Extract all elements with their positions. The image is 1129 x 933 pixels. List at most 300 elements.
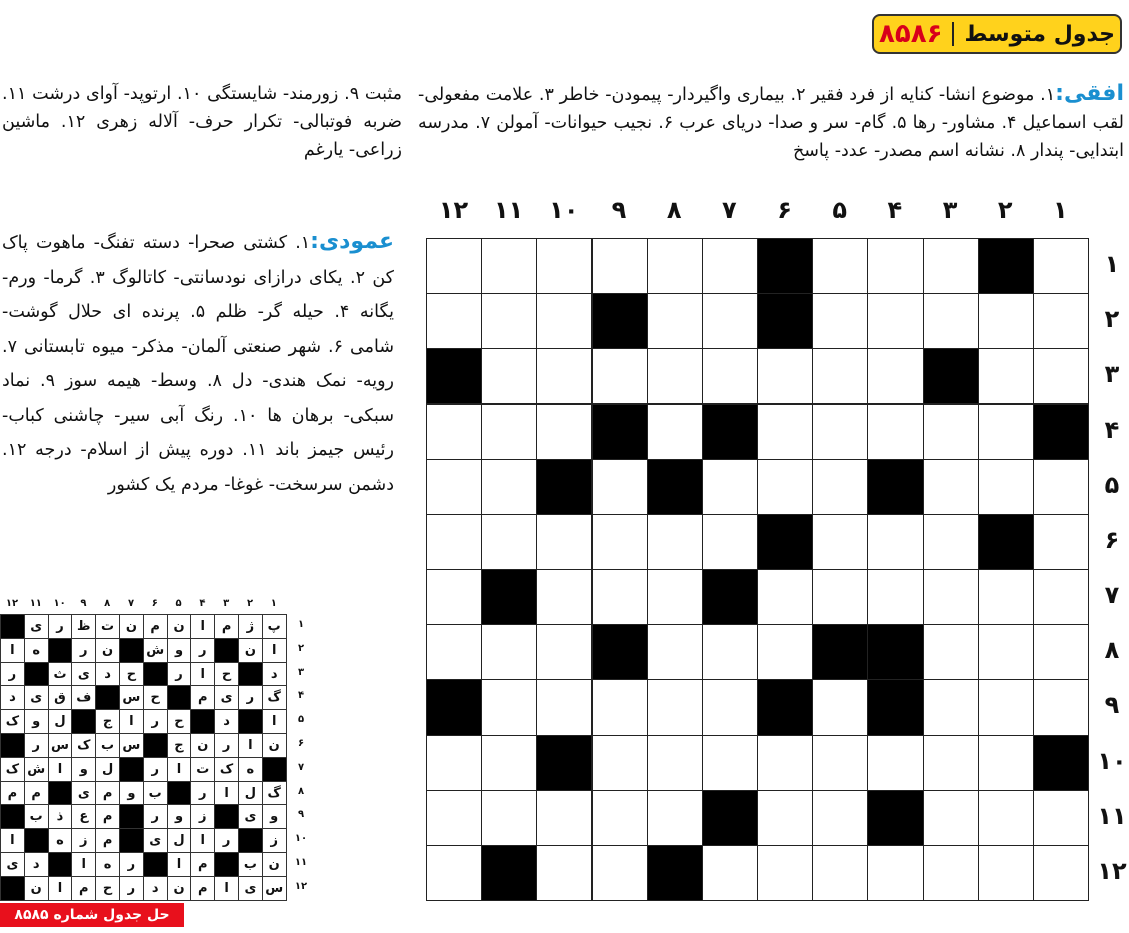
grid-cell[interactable] bbox=[978, 348, 1034, 404]
grid-cell[interactable] bbox=[481, 404, 537, 460]
solution-cell: ف bbox=[71, 685, 96, 710]
grid-cell[interactable] bbox=[923, 679, 979, 735]
grid-cell[interactable] bbox=[757, 845, 813, 901]
grid-cell[interactable] bbox=[592, 679, 648, 735]
solution-cell: ژ bbox=[238, 614, 263, 639]
row-number: ۹ bbox=[1104, 691, 1120, 720]
solution-cell bbox=[119, 757, 144, 782]
solution-cell: د bbox=[143, 876, 168, 901]
grid-cell[interactable] bbox=[481, 459, 537, 515]
solution-cell: ک bbox=[214, 757, 239, 782]
solution-cell: س bbox=[119, 733, 144, 758]
grid-cell[interactable] bbox=[481, 348, 537, 404]
row-number: ۳ bbox=[1104, 360, 1120, 389]
column-number: ۲ bbox=[997, 196, 1013, 224]
grid-cell[interactable] bbox=[426, 624, 482, 680]
grid-cell[interactable] bbox=[1033, 679, 1089, 735]
solution-cell bbox=[214, 852, 239, 877]
grid-cell[interactable] bbox=[757, 735, 813, 791]
solution-cell: ر bbox=[71, 638, 96, 663]
solution-cell: ه bbox=[238, 757, 263, 782]
row-number: ۱۱ bbox=[1097, 801, 1127, 830]
grid-cell[interactable] bbox=[812, 293, 868, 349]
grid-cell[interactable] bbox=[647, 514, 703, 570]
solution-cell: ر bbox=[119, 852, 144, 877]
grid-cell[interactable] bbox=[647, 735, 703, 791]
grid-cell[interactable] bbox=[426, 569, 482, 625]
grid-cell[interactable] bbox=[1033, 293, 1089, 349]
solution-column-number: ۹ bbox=[80, 598, 87, 609]
solution-cell: ک bbox=[0, 709, 25, 734]
solution-cell: د bbox=[262, 662, 287, 687]
grid-cell[interactable] bbox=[1033, 790, 1089, 846]
grid-cell[interactable] bbox=[536, 845, 592, 901]
solution-cell: ح bbox=[214, 662, 239, 687]
grid-cell[interactable] bbox=[702, 514, 758, 570]
solution-cell: ن bbox=[190, 733, 215, 758]
grid-cell[interactable] bbox=[812, 404, 868, 460]
solution-cell: ر bbox=[214, 733, 239, 758]
solution-cell: گ bbox=[262, 781, 287, 806]
solution-cell: ا bbox=[190, 828, 215, 853]
solution-cell: ا bbox=[48, 757, 73, 782]
grid-cell[interactable] bbox=[702, 459, 758, 515]
solution-cell: ک bbox=[0, 757, 25, 782]
grid-cell[interactable] bbox=[426, 514, 482, 570]
solution-cell: ا bbox=[119, 709, 144, 734]
solution-cell: م bbox=[214, 614, 239, 639]
solution-cell: م bbox=[95, 804, 120, 829]
grid-cell[interactable] bbox=[592, 238, 648, 294]
title-divider bbox=[952, 22, 954, 46]
solution-cell: ا bbox=[167, 852, 192, 877]
solution-row-number: ۱۰ bbox=[294, 833, 308, 845]
across-clues bbox=[418, 80, 1124, 165]
solution-row-number: ۸ bbox=[297, 785, 305, 797]
solution-cell: م bbox=[95, 828, 120, 853]
solution-cell: ر bbox=[167, 662, 192, 687]
column-number: ۵ bbox=[832, 196, 848, 224]
across-heading: افقی: bbox=[1055, 81, 1124, 106]
solution-cell bbox=[0, 733, 25, 758]
grid-cell bbox=[702, 569, 758, 625]
solution-cell bbox=[48, 852, 73, 877]
grid-cell bbox=[536, 459, 592, 515]
title-badge bbox=[872, 14, 1122, 54]
column-number: ۸ bbox=[666, 196, 682, 224]
grid-cell[interactable] bbox=[1033, 238, 1089, 294]
grid-cell[interactable] bbox=[978, 624, 1034, 680]
solution-cell: د bbox=[214, 709, 239, 734]
solution-cell: ز bbox=[71, 828, 96, 853]
solution-cell: د bbox=[0, 685, 25, 710]
grid-cell[interactable] bbox=[481, 624, 537, 680]
solution-cell: ن bbox=[95, 638, 120, 663]
grid-cell[interactable] bbox=[536, 404, 592, 460]
solution-cell: و bbox=[262, 804, 287, 829]
solution-cell: ل bbox=[167, 828, 192, 853]
solution-cell: ک bbox=[71, 733, 96, 758]
grid-cell bbox=[592, 624, 648, 680]
title-label: جدول متوسط bbox=[964, 21, 1116, 47]
solution-cell: ا bbox=[0, 828, 25, 853]
grid-cell bbox=[923, 348, 979, 404]
column-number: ۱ bbox=[1053, 196, 1068, 224]
grid-cell[interactable] bbox=[702, 679, 758, 735]
solution-column-number: ۱۰ bbox=[53, 598, 66, 609]
grid-cell[interactable] bbox=[867, 293, 923, 349]
solution-cell: و bbox=[71, 757, 96, 782]
grid-cell[interactable] bbox=[978, 735, 1034, 791]
row-number: ۴ bbox=[1104, 415, 1120, 444]
across-text-continued: مثبت ۹. زورمند- شایستگی ۱۰. ارتوپد- آوای درشت ۱۱. ضربه فوتبالی- تکرار حرف- آلاله زهری ۱۲. ماشین زراعی- یارغم bbox=[2, 84, 403, 160]
grid-cell[interactable] bbox=[592, 735, 648, 791]
grid-cell[interactable] bbox=[592, 569, 648, 625]
solution-cell: ل bbox=[95, 757, 120, 782]
solution-cell: ب bbox=[24, 804, 49, 829]
grid-cell[interactable] bbox=[702, 845, 758, 901]
solution-grid bbox=[0, 614, 286, 900]
grid-cell[interactable] bbox=[426, 238, 482, 294]
solution-cell: م bbox=[95, 781, 120, 806]
solution-cell: ز bbox=[262, 828, 287, 853]
grid-cell[interactable] bbox=[647, 293, 703, 349]
column-number: ۱۲ bbox=[438, 196, 469, 224]
grid-cell[interactable] bbox=[923, 293, 979, 349]
solution-column-number: ۱۲ bbox=[5, 598, 19, 609]
grid-cell bbox=[867, 459, 923, 515]
grid-cell[interactable] bbox=[592, 459, 648, 515]
solution-cell: ر bbox=[238, 685, 263, 710]
grid-cell[interactable] bbox=[702, 348, 758, 404]
grid-cell[interactable] bbox=[1033, 845, 1089, 901]
grid-cell[interactable] bbox=[536, 790, 592, 846]
solution-cell: ر bbox=[190, 781, 215, 806]
across-clues-continued bbox=[2, 80, 402, 164]
solution-cell bbox=[119, 638, 144, 663]
solution-column-number: ۱۱ bbox=[29, 598, 42, 609]
solution-cell: ه bbox=[48, 828, 73, 853]
solution-cell: ت bbox=[95, 614, 120, 639]
grid-cell[interactable] bbox=[647, 569, 703, 625]
grid-cell[interactable] bbox=[812, 679, 868, 735]
solution-cell: و bbox=[167, 638, 192, 663]
grid-cell bbox=[757, 679, 813, 735]
solution-cell: ر bbox=[143, 709, 168, 734]
solution-cell: ر bbox=[48, 614, 73, 639]
grid-cell[interactable] bbox=[923, 514, 979, 570]
grid-cell[interactable] bbox=[812, 514, 868, 570]
grid-cell[interactable] bbox=[426, 459, 482, 515]
grid-cell[interactable] bbox=[978, 679, 1034, 735]
grid-cell[interactable] bbox=[426, 790, 482, 846]
solution-cell: م bbox=[0, 781, 25, 806]
solution-row-number: ۱۲ bbox=[294, 880, 308, 892]
grid-cell[interactable] bbox=[1033, 624, 1089, 680]
solution-row-number: ۱۱ bbox=[294, 857, 308, 868]
solution-cell: ا bbox=[0, 638, 25, 663]
solution-cell bbox=[71, 709, 96, 734]
grid-cell[interactable] bbox=[978, 293, 1034, 349]
solution-cell: م bbox=[71, 876, 96, 901]
solution-cell: ظ bbox=[71, 614, 96, 639]
grid-cell[interactable] bbox=[647, 624, 703, 680]
solution-cell: د bbox=[95, 662, 120, 687]
solution-cell: ه bbox=[24, 638, 49, 663]
grid-cell[interactable] bbox=[923, 569, 979, 625]
grid-cell[interactable] bbox=[923, 238, 979, 294]
grid-cell[interactable] bbox=[923, 624, 979, 680]
grid-cell[interactable] bbox=[481, 679, 537, 735]
grid-cell[interactable] bbox=[426, 293, 482, 349]
grid-cell[interactable] bbox=[647, 238, 703, 294]
grid-cell[interactable] bbox=[978, 459, 1034, 515]
solution-cell: ا bbox=[190, 662, 215, 687]
grid-cell[interactable] bbox=[426, 404, 482, 460]
grid-cell[interactable] bbox=[481, 293, 537, 349]
solution-cell: د bbox=[24, 852, 49, 877]
grid-cell[interactable] bbox=[923, 735, 979, 791]
solution-cell: ش bbox=[24, 757, 49, 782]
grid-cell bbox=[647, 459, 703, 515]
solution-row-number: ۳ bbox=[297, 666, 305, 678]
solution-cell: ا bbox=[262, 638, 287, 663]
grid-cell[interactable] bbox=[1033, 459, 1089, 515]
grid-cell[interactable] bbox=[702, 624, 758, 680]
solution-column-number: ۱ bbox=[270, 598, 277, 609]
grid-cell bbox=[978, 514, 1034, 570]
grid-cell[interactable] bbox=[812, 845, 868, 901]
solution-cell bbox=[48, 638, 73, 663]
grid-cell[interactable] bbox=[867, 238, 923, 294]
grid-cell bbox=[536, 735, 592, 791]
grid-cell[interactable] bbox=[812, 735, 868, 791]
solution-cell: ن bbox=[119, 614, 144, 639]
grid-cell[interactable] bbox=[647, 679, 703, 735]
grid-cell[interactable] bbox=[536, 514, 592, 570]
grid-cell bbox=[481, 569, 537, 625]
solution-cell: ن bbox=[262, 852, 287, 877]
column-number: ۹ bbox=[611, 196, 627, 224]
solution-cell: ح bbox=[143, 685, 168, 710]
solution-cell: ر bbox=[143, 804, 168, 829]
solution-cell: ی bbox=[24, 614, 49, 639]
grid-cell[interactable] bbox=[592, 514, 648, 570]
grid-cell[interactable] bbox=[1033, 569, 1089, 625]
solution-cell bbox=[143, 662, 168, 687]
solution-cell: ث bbox=[48, 662, 73, 687]
grid-cell[interactable] bbox=[867, 404, 923, 460]
solution-cell: ب bbox=[95, 733, 120, 758]
grid-cell[interactable] bbox=[923, 404, 979, 460]
grid-cell[interactable] bbox=[757, 348, 813, 404]
grid-cell[interactable] bbox=[812, 459, 868, 515]
solution-cell bbox=[24, 662, 49, 687]
column-number: ۴ bbox=[887, 196, 903, 224]
solution-cell bbox=[24, 828, 49, 853]
solution-cell: س bbox=[262, 876, 287, 901]
grid-cell bbox=[426, 679, 482, 735]
solution-cell: ا bbox=[214, 781, 239, 806]
solution-cell: م bbox=[190, 876, 215, 901]
grid-cell bbox=[867, 624, 923, 680]
grid-cell[interactable] bbox=[481, 514, 537, 570]
row-number: ۲ bbox=[1104, 305, 1120, 334]
solution-cell: ا bbox=[262, 709, 287, 734]
down-heading: عمودی: bbox=[310, 229, 394, 254]
grid-cell[interactable] bbox=[536, 348, 592, 404]
grid-cell bbox=[867, 679, 923, 735]
solution-cell: گ bbox=[262, 685, 287, 710]
solution-cell: ب bbox=[238, 852, 263, 877]
solution-cell bbox=[262, 757, 287, 782]
solution-column-number: ۶ bbox=[151, 598, 158, 609]
solution-cell: ا bbox=[214, 876, 239, 901]
grid-cell[interactable] bbox=[702, 735, 758, 791]
solution-cell: ع bbox=[71, 804, 96, 829]
solution-cell: پ bbox=[262, 614, 287, 639]
solution-cell: ی bbox=[238, 876, 263, 901]
grid-cell[interactable] bbox=[647, 348, 703, 404]
grid-cell[interactable] bbox=[647, 404, 703, 460]
grid-cell bbox=[702, 790, 758, 846]
grid-cell[interactable] bbox=[647, 790, 703, 846]
solution-column-number: ۷ bbox=[127, 598, 135, 609]
solution-column-number: ۲ bbox=[246, 598, 254, 609]
grid-cell[interactable] bbox=[812, 238, 868, 294]
solution-cell: ح bbox=[119, 662, 144, 687]
grid-cell[interactable] bbox=[426, 735, 482, 791]
solution-cell: و bbox=[167, 804, 192, 829]
column-number: ۱۰ bbox=[549, 196, 579, 224]
solution-cell: ا bbox=[167, 757, 192, 782]
grid-cell[interactable] bbox=[757, 404, 813, 460]
solution-cell bbox=[48, 781, 73, 806]
solution-cell: ش bbox=[143, 638, 168, 663]
grid-cell[interactable] bbox=[536, 238, 592, 294]
grid-cell[interactable] bbox=[757, 624, 813, 680]
solution-cell bbox=[238, 709, 263, 734]
column-number: ۳ bbox=[942, 196, 958, 224]
grid-cell[interactable] bbox=[536, 293, 592, 349]
grid-cell[interactable] bbox=[592, 348, 648, 404]
grid-cell[interactable] bbox=[757, 790, 813, 846]
solution-cell: ر bbox=[214, 828, 239, 853]
grid-cell[interactable] bbox=[702, 293, 758, 349]
grid-cell[interactable] bbox=[481, 735, 537, 791]
grid-cell[interactable] bbox=[1033, 348, 1089, 404]
solution-row-number: ۴ bbox=[297, 690, 305, 702]
grid-cell[interactable] bbox=[867, 348, 923, 404]
solution-cell bbox=[143, 733, 168, 758]
solution-cell: ن bbox=[262, 733, 287, 758]
grid-cell[interactable] bbox=[757, 569, 813, 625]
grid-cell bbox=[867, 790, 923, 846]
grid-cell[interactable] bbox=[592, 845, 648, 901]
grid-cell bbox=[757, 514, 813, 570]
solution-cell bbox=[214, 638, 239, 663]
solution-cell: ر bbox=[24, 733, 49, 758]
grid-cell[interactable] bbox=[592, 790, 648, 846]
solution-cell: ن bbox=[24, 876, 49, 901]
grid-cell[interactable] bbox=[481, 238, 537, 294]
row-number: ۱۲ bbox=[1097, 856, 1127, 885]
row-number: ۷ bbox=[1104, 581, 1120, 610]
grid-cell[interactable] bbox=[536, 624, 592, 680]
solution-cell bbox=[0, 804, 25, 829]
solution-cell: م bbox=[24, 781, 49, 806]
solution-cell: ر bbox=[119, 876, 144, 901]
grid-cell[interactable] bbox=[812, 790, 868, 846]
column-number: ۱۱ bbox=[494, 196, 524, 224]
down-text: ۱. کشتی صحرا- دسته تفنگ- ماهوت پاک کن ۲. یکای درازای نودسانتی- کاتالوگ ۳. گرما- ورم- یگانه ۴. حیله گر- ظلم ۵. پرنده ای حلال گوشت- شامی ۶. شهر صنعتی آلمان- مذکر- میوه تابستانی ۷. رویه- نمک هندی- دل ۸. وسط- هیمه سوز ۹. نماد سبکی- برهان ها ۱۰. رنگ آبی سیر- چاشنی کباب- رئیس جیمز باند ۱۱. دوره پیش از اسلام- درجه ۱۲. دشمن سرسخت- غوغا- مردم یک کشور bbox=[2, 233, 395, 495]
solution-cell: ا bbox=[190, 614, 215, 639]
grid-cell[interactable] bbox=[867, 735, 923, 791]
solution-cell: ج bbox=[95, 709, 120, 734]
grid-cell[interactable] bbox=[923, 790, 979, 846]
solution-cell: ق bbox=[48, 685, 73, 710]
solution-cell: ی bbox=[71, 781, 96, 806]
grid-cell[interactable] bbox=[536, 569, 592, 625]
grid-cell[interactable] bbox=[923, 459, 979, 515]
grid-cell[interactable] bbox=[978, 790, 1034, 846]
grid-cell[interactable] bbox=[812, 569, 868, 625]
solution-cell: ل bbox=[48, 709, 73, 734]
solution-row-number: ۲ bbox=[297, 642, 305, 654]
solution-cell: م bbox=[190, 685, 215, 710]
solution-cell bbox=[190, 709, 215, 734]
grid-cell bbox=[1033, 735, 1089, 791]
solution-cell: ی bbox=[24, 685, 49, 710]
grid-cell[interactable] bbox=[867, 514, 923, 570]
solution-cell: م bbox=[190, 852, 215, 877]
grid-cell bbox=[757, 238, 813, 294]
grid-cell bbox=[592, 293, 648, 349]
grid-cell[interactable] bbox=[426, 845, 482, 901]
grid-cell[interactable] bbox=[978, 569, 1034, 625]
grid-cell bbox=[426, 348, 482, 404]
grid-cell[interactable] bbox=[757, 459, 813, 515]
solution-cell: ا bbox=[238, 733, 263, 758]
grid-cell[interactable] bbox=[867, 569, 923, 625]
row-number: ۱۰ bbox=[1097, 746, 1127, 775]
grid-cell[interactable] bbox=[702, 238, 758, 294]
grid-cell[interactable] bbox=[978, 404, 1034, 460]
grid-cell[interactable] bbox=[978, 845, 1034, 901]
solution-cell: ا bbox=[71, 852, 96, 877]
solution-cell bbox=[143, 852, 168, 877]
grid-cell[interactable] bbox=[1033, 514, 1089, 570]
solution-cell: ج bbox=[167, 733, 192, 758]
grid-cell[interactable] bbox=[867, 845, 923, 901]
grid-cell[interactable] bbox=[812, 348, 868, 404]
solution-cell bbox=[119, 804, 144, 829]
solution-banner: حل جدول شماره ۸۵۸۵ bbox=[0, 903, 184, 927]
solution-cell: ت bbox=[190, 757, 215, 782]
grid-cell[interactable] bbox=[481, 790, 537, 846]
solution-cell: م bbox=[143, 614, 168, 639]
row-number: ۸ bbox=[1104, 636, 1120, 665]
solution-column-number: ۵ bbox=[175, 598, 182, 609]
solution-cell: ر bbox=[190, 638, 215, 663]
grid-cell[interactable] bbox=[923, 845, 979, 901]
grid-cell[interactable] bbox=[536, 679, 592, 735]
solution-cell bbox=[167, 685, 192, 710]
solution-column-number: ۴ bbox=[199, 598, 206, 609]
solution-cell bbox=[0, 614, 25, 639]
solution-cell: ی bbox=[71, 662, 96, 687]
solution-column-number: ۳ bbox=[223, 598, 230, 609]
